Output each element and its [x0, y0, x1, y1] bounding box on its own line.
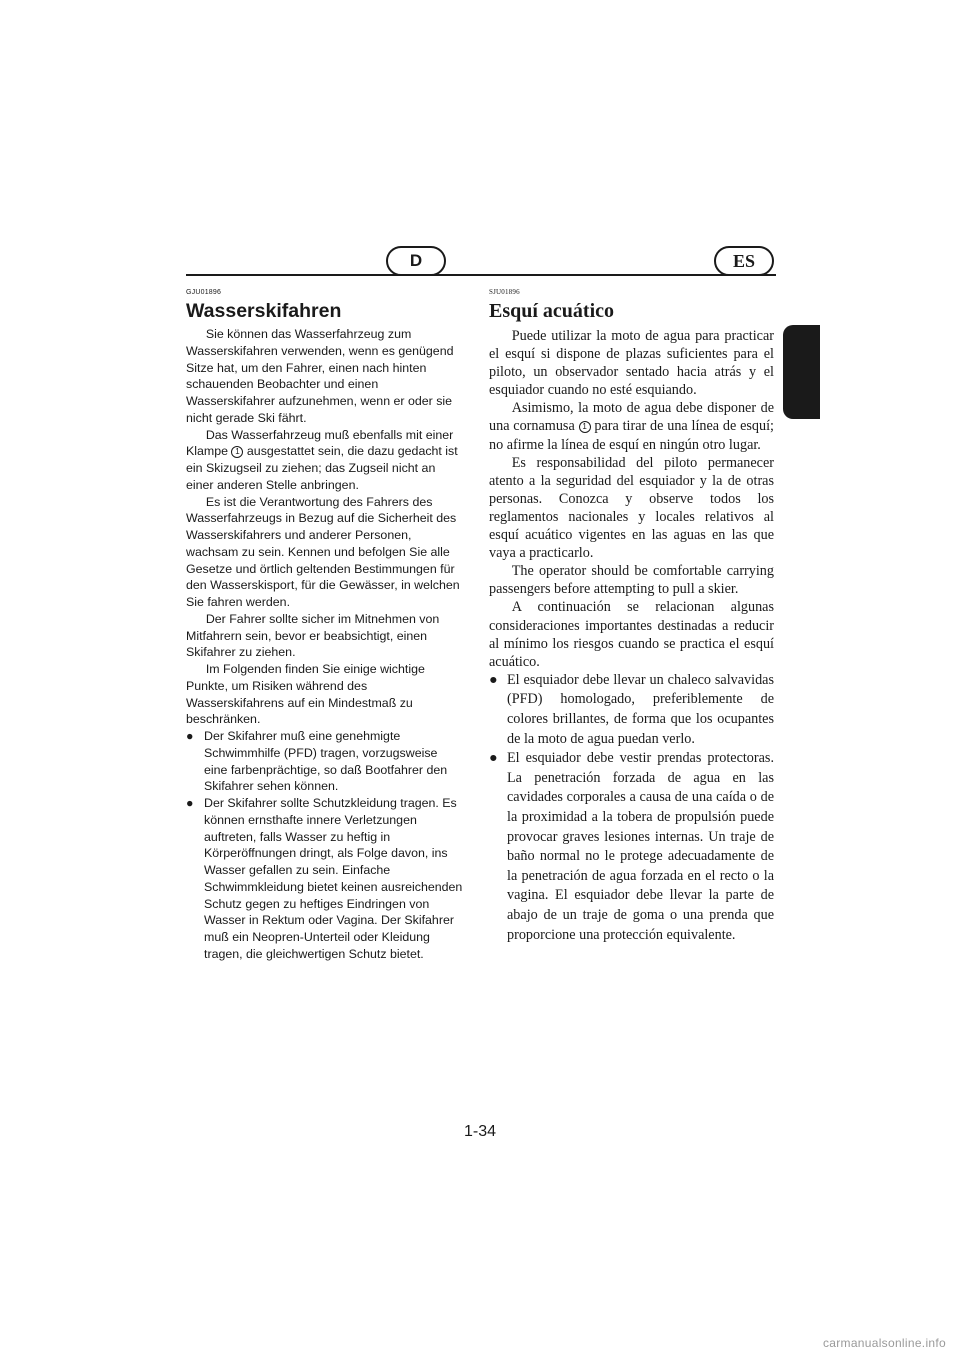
paragraph-de-1: Sie können das Wasserfahrzeug zum Wasserskifahren verwenden, wenn es genügend Sitze hat, um den Fahrer, einen nach hinten schauenden Beobachter und einen Wasserskifahrer aufzunehmen, wenn er oder sie nicht gerade Ski fährt. [186, 327, 454, 425]
paragraph-es-3: Es responsabilidad del piloto permanecer atento a la seguridad del esquiador y la de otras personas. Conozca y observe todos los reglamentos nacionales y locales relativos al esquí acuático vigentes en las aguas en las que vaya a practicarlo. [489, 454, 774, 562]
bullet-dot-icon: ● [186, 729, 194, 743]
paragraph-es-2-text-b: para tirar de una línea de esquí; no afirme la línea de esquí en ningún otro lugar. [489, 418, 774, 453]
paragraph-de-2 [186, 427, 464, 494]
bullet-dot-icon: ● [186, 796, 194, 810]
language-badge-es: ES [714, 246, 774, 276]
bullet-text-de-1: Der Skifahrer muß eine genehmigte Schwimmhilfe (PFD) tragen, vorzugsweise eine farbenprächtige, so daß Bootfahrer den Skifahrer sehen können. [204, 729, 448, 794]
bullet-text-es-2: El esquiador debe vestir prendas protectoras. La penetración forzada de agua en las cavidades corporales a causa de una caída o de la proximidad a la tobera de propulsión puede provocar graves lesiones internas. Un traje de baño normal no le protege adecuadamente de la penetración de agua forzada en el recto o la vagina. El esquiador debe llevar la parte de abajo de un traje de goma o una prenda que proporcione una protección equivalente. [507, 750, 774, 943]
paragraph-de-5: Im Folgenden finden Sie einige wichtige Punkte, um Risiken während des Wasserskifahrens auf ein Mindestmaß zu beschränken. [186, 662, 425, 727]
chapter-side-tab [783, 325, 820, 419]
callout-number-1-de: 1 [231, 446, 243, 458]
bullet-dot-icon: ● [489, 671, 498, 688]
bullet-item-es-2 [489, 749, 774, 945]
paragraph-es-4: The operator should be comfortable carrying passengers before attempting to pull a skier. [489, 563, 774, 598]
paragraph-es-1: Puede utilizar la moto de agua para practicar el esquí si dispone de plazas suficientes para el piloto, un observador sentado hacia atrás y el esquiador cuando no esté esquiando. [489, 328, 774, 399]
bullet-item-es-1 [489, 671, 774, 749]
header-rule [186, 274, 776, 276]
section-title-es: Esquí acuático [489, 300, 615, 322]
paragraph-es-2 [489, 399, 774, 453]
callout-number-1-es: 1 [579, 421, 591, 433]
bullet-item-de-2 [186, 795, 464, 963]
bullet-dot-icon: ● [489, 750, 498, 767]
bullet-text-es-1: El esquiador debe llevar un chaleco salvavidas (PFD) homologado, preferiblemente de colores brillantes, de forma que los ocupantes de la moto de agua puedan verlo. [507, 671, 774, 747]
paragraph-de-3: Es ist die Verantwortung des Fahrers des Wasserfahrzeugs in Bezug auf die Sicherheit des Wasserskifahrers und anderer Personen, wachsam zu sein. Kennen und befolgen Sie alle Gesetze und örtlich geltenden Bestimmungen für den Wasserskisport, für die Gewässer, in welchen Sie fahren werden. [186, 494, 460, 609]
page-header [186, 244, 776, 284]
paragraph-es-5: A continuación se relacionan algunas consideraciones importantes destinadas a reducir al mínimo los riesgos cuando se practica el esquí acuático. [489, 599, 774, 670]
section-code-es: SJU01896 [489, 288, 520, 296]
section-code-de: GJU01896 [186, 289, 222, 296]
paragraph-de-2-text-b: ausgestattet sein, die dazu gedacht ist ein Skizugseil zu ziehen; das Zugseil nicht an einer anderen Stelle anbringen. [186, 444, 458, 492]
paragraph-es-2-text-a: Asimismo, la moto de agua debe disponer de una cornamusa [489, 400, 774, 435]
paragraph-de-2-text-a: Das Wasserfahrzeug muß ebenfalls mit einer Klampe [186, 427, 454, 459]
bullet-text-de-2: Der Skifahrer sollte Schutzkleidung tragen. Es können ernsthafte innere Verletzungen auftreten, falls Wasser zu heftig in Körperöffnungen dringt, als Folge davon, ins Wasser gefallen zu sein. Einfache Schwimmkleidung bietet keinen ausreichenden Schutz gegen zu heftiges Eindringen von Wasser in Rektum oder Vagina. Der Skifahrer muß ein Neopren-Unterteil oder Kleidung tragen, die gleichwertigen Schutz bietet. [204, 796, 463, 961]
bullet-item-de-1 [186, 728, 464, 795]
watermark-text: carmanualsonline.info [822, 1336, 946, 1350]
paragraph-de-4: Der Fahrer sollte sicher im Mitnehmen von Mitfahrern sein, bevor er beabsichtigt, einen Skifahrer zu ziehen. [186, 611, 440, 660]
language-badge-de: D [386, 246, 446, 276]
spanish-column [489, 288, 774, 945]
section-title-de: Wasserskifahren [186, 300, 342, 322]
german-column [186, 288, 464, 963]
page-number: 1-34 [463, 1123, 497, 1140]
